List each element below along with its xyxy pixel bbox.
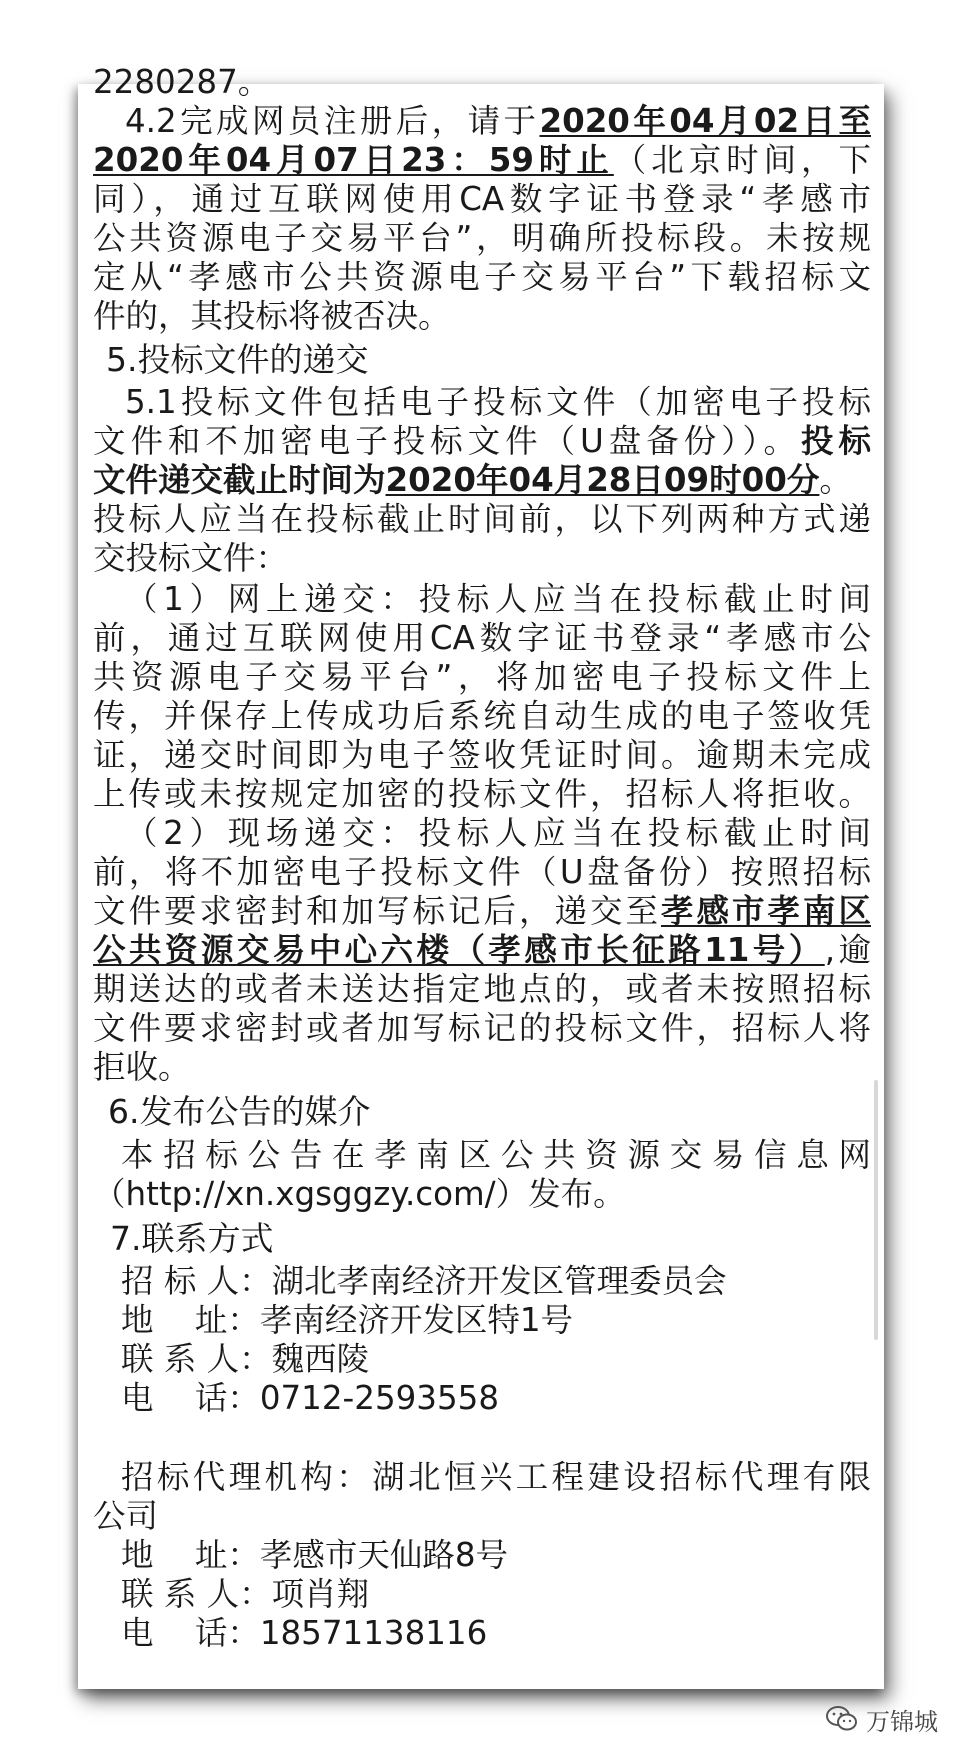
onsite-line-3: 文件要求密封和加写标记后，递交至孝感市孝南区 bbox=[93, 892, 871, 930]
document-page bbox=[78, 63, 884, 1689]
online-line-3: 共资源电子交易平台”，将加密电子投标文件上 bbox=[93, 658, 871, 696]
online-line-2: 前，通过互联网使用CA数字证书登录“孝感市公 bbox=[93, 619, 871, 657]
onsite-line-5: 期送达的或者未送达指定地点的，或者未按照招标 bbox=[93, 970, 871, 1008]
section-6-heading: 6.发布公告的媒介 bbox=[108, 1092, 371, 1131]
watermark-text: 万锦城 bbox=[866, 1707, 938, 1736]
agency-phone: 电 话：18571138116 bbox=[121, 1614, 488, 1652]
media-line-1: 本招标公告在孝南区公共资源交易信息网 bbox=[121, 1136, 871, 1174]
s42-line-1: 4.2完成网员注册后，请于2020年04月02日至 bbox=[125, 102, 871, 140]
scrollbar[interactable] bbox=[874, 1080, 878, 1340]
s51-line-5: 交投标文件： bbox=[93, 539, 289, 577]
s42-line-2: 2020年04月07日23：59时止（北京时间，下 bbox=[93, 141, 871, 179]
onsite-line-4: 公共资源交易中心六楼（孝感市长征路11号）,逾 bbox=[93, 931, 871, 969]
s42-line-5: 定从“孝感市公共资源电子交易平台”下载招标文 bbox=[93, 258, 871, 296]
tenderer-name: 招 标 人：湖北孝南经济开发区管理委员会 bbox=[121, 1262, 727, 1300]
s51-line-1: 5.1投标文件包括电子投标文件（加密电子投标 bbox=[125, 383, 871, 421]
wechat-icon bbox=[826, 1705, 858, 1733]
cut-top-line: 2280287。 bbox=[93, 63, 271, 101]
online-line-5: 证，递交时间即为电子签收凭证时间。逾期未完成 bbox=[93, 736, 871, 774]
online-line-6: 上传或未按规定加密的投标文件，招标人将拒收。 bbox=[93, 775, 871, 813]
tenderer-contact: 联 系 人：魏西陵 bbox=[121, 1340, 370, 1378]
section-5-heading: 5.投标文件的递交 bbox=[106, 340, 369, 379]
s51-line-2: 文件和不加密电子投标文件（U盘备份））。投标 bbox=[93, 422, 871, 460]
s42-line-4: 公共资源电子交易平台”，明确所投标段。未按规 bbox=[93, 219, 871, 257]
onsite-line-7: 拒收。 bbox=[93, 1048, 191, 1086]
watermark bbox=[826, 1702, 938, 1736]
s42-line-3: 同），通过互联网使用CA数字证书登录“孝感市 bbox=[93, 180, 871, 218]
media-line-2: （http://xn.xgsggzy.com/）发布。 bbox=[93, 1175, 626, 1213]
agency-name-line-2: 公司 bbox=[93, 1497, 159, 1535]
onsite-line-2: 前，将不加密电子投标文件（U盘备份）按照招标 bbox=[93, 853, 871, 891]
online-line-4: 传，并保存上传成功后系统自动生成的电子签收凭 bbox=[93, 697, 871, 735]
section-7-heading: 7.联系方式 bbox=[110, 1219, 274, 1258]
s51-line-3: 文件递交截止时间为2020年04月28日09时00分。 bbox=[93, 461, 852, 499]
onsite-line-1: （2）现场递交：投标人应当在投标截止时间 bbox=[125, 814, 871, 852]
agency-address: 地 址：孝感市天仙路8号 bbox=[121, 1536, 509, 1574]
agency-contact: 联 系 人：项肖翔 bbox=[121, 1575, 370, 1613]
s42-line-6: 件的，其投标将被否决。 bbox=[93, 297, 451, 335]
tenderer-address: 地 址：孝南经济开发区特1号 bbox=[121, 1301, 574, 1339]
tenderer-phone: 电 话：0712-2593558 bbox=[121, 1379, 500, 1417]
s51-line-4: 投标人应当在投标截止时间前，以下列两种方式递 bbox=[93, 500, 871, 538]
onsite-line-6: 文件要求密封或者加写标记的投标文件，招标人将 bbox=[93, 1009, 871, 1047]
agency-name-line-1: 招标代理机构：湖北恒兴工程建设招标代理有限 bbox=[121, 1458, 871, 1496]
online-line-1: （1）网上递交：投标人应当在投标截止时间 bbox=[125, 580, 871, 618]
